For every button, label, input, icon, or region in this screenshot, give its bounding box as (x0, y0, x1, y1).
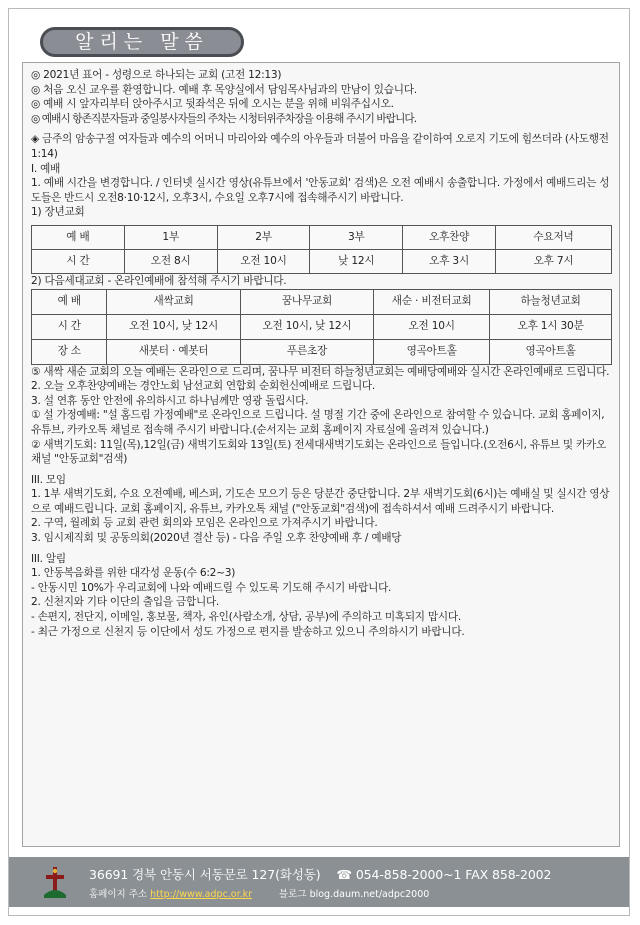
adult-church-heading: 1) 장년교회 (31, 206, 85, 219)
table-cell: 새싹교회 (107, 289, 240, 314)
table-cell: 오후 7시 (495, 249, 611, 273)
table-cell: 1부 (124, 225, 217, 249)
table-cell: 오후찬양 (403, 225, 496, 249)
table-row (32, 289, 612, 314)
table-cell: 오후 1시 30분 (490, 314, 612, 339)
seating-line: ◎ 예배 시 앞자리부터 앉아주시고 뒷좌석은 뒤에 오시는 분을 위해 비워주십시오. (31, 98, 394, 111)
table-cell: 2부 (217, 225, 310, 249)
table-cell: 예 배 (32, 289, 107, 314)
table-cell: 오전 10시, 낮 12시 (107, 314, 240, 339)
parking-line: ◎ 예배시 항존직분자들과 중일봉사자들의 주차는 시청터위주차장을 이용해 주시기 바랍니다. (31, 112, 417, 125)
dawn-prayer-note: ② 새벽기도회: 11일(목),12일(금) 새벽기도회와 13일(토) 전세대새벽기도회는 온라인으로 들입니다.(오전6시, 유튜브 및 카카오채널 "안동교회"검색) (31, 438, 606, 466)
table-row (32, 225, 612, 249)
news-heading: III. 알림 (31, 552, 66, 565)
blog-label: 블로그 (279, 889, 307, 900)
blog-line (279, 886, 429, 900)
news-item: - 안동시민 10%가 우리교회에 나와 예배드릴 수 있도록 기도해 주시기 바랍니다. (31, 581, 392, 594)
holiday-note: 3. 설 연휴 동안 안전에 유의하시고 하나님께만 영광 돌립시다. (31, 394, 309, 407)
news-item: - 손편지, 전단지, 이메일, 홍보물, 책자, 유인(사람소개, 상담, 공부)에 주의하고 미혹되지 맙시다. (31, 611, 461, 624)
table-cell: 오전 10시 (217, 249, 310, 273)
announcement-box (22, 62, 620, 847)
table-cell: 장 소 (32, 339, 107, 364)
table-cell: 시 간 (32, 314, 107, 339)
table-cell: 꿈나무교회 (240, 289, 373, 314)
homepage-line (89, 886, 252, 900)
table-cell: 낮 12시 (310, 249, 403, 273)
table-cell: 새봇터 · 예봇터 (107, 339, 240, 364)
table-cell: 푸른초장 (240, 339, 373, 364)
worship-heading: I. 예배 (31, 162, 61, 175)
table-cell: 수요저녁 (495, 225, 611, 249)
next-gen-schedule-table (31, 289, 612, 365)
online-worship-note: ⑤ 새싹 새순 교회의 오늘 예배는 온라인으로 드리며, 꿈나무 비전터 하늘청년교회는 예배당예배와 실시간 온라인예배로 드립니다. (31, 365, 610, 378)
table-cell: 영곡아트홀 (490, 339, 612, 364)
table-cell: 시 간 (32, 249, 125, 273)
adult-schedule-table (31, 225, 612, 274)
page-title: 알리는 말씀 (40, 27, 244, 57)
worship-notice: 1. 예배 시간을 변경합니다. / 인터넷 실시간 영상(유튜브에서 '안동교회' 검색)은 오전 예배시 송출합니다. 가정에서 예배드리는 성도들은 반드시 오전8·10·12시, 오후3시, 수요일 오후7시에 접속해주시기 바랍니다. (31, 177, 610, 204)
church-logo-icon (42, 865, 68, 899)
memory-verse: ◈ 금주의 암송구절 여자들과 예수의 어머니 마리아와 예수의 아우들과 더불어 마음을 같이하여 오로지 기도에 힘쓰더라 (사도행전 1:14) (31, 133, 609, 160)
family-worship-note: ① 설 가정예배: "설 홈드림 가정예배"로 온라인으로 드립니다. 설 명절 기간 중에 온라인으로 참여할 수 있습니다. 교회 홈페이지, 유튜브, 카카오톡 채널로 접속해 주시기 바랍니다.(순서지는 교회 홈페이지 자료실에 올려져 있습니다.) (31, 409, 605, 436)
footer-bar (9, 857, 629, 907)
meeting-item: 1. 1부 새벽기도회, 수요 오전예배, 베스퍼, 기도손 모으기 등은 당분간 중단합니다. 2부 새벽기도회(6시)는 예배실 및 실시간 영상으로 예배드립니다. 교회 홈페이지, 유튜브, 카카오톡 채널 ("안동교회"검색)에 접속하셔서 예배 드려주시기 바랍니다. (31, 488, 610, 515)
table-cell: 3부 (310, 225, 403, 249)
table-cell: 오후 3시 (403, 249, 496, 273)
blog-url: blog.daum.net/adpc2000 (309, 889, 430, 900)
meeting-heading: III. 모임 (31, 473, 66, 486)
meeting-item: 2. 구역, 월례회 등 교회 관련 회의와 모임은 온라인으로 가져주시기 바랍니다. (31, 517, 378, 530)
meeting-item: 3. 임시제직회 및 공동의회(2020년 결산 등) - 다음 주일 오후 찬양예배 후 / 예배당 (31, 532, 402, 545)
table-row (32, 314, 612, 339)
homepage-link[interactable]: http://www.adpc.or.kr (150, 889, 253, 900)
table-cell: 오전 10시 (374, 314, 490, 339)
address-text: 36691 경북 안동시 서동문로 127(화성동) (89, 867, 321, 882)
table-cell: 오전 8시 (124, 249, 217, 273)
church-address (89, 865, 551, 883)
welcome-line: ◎ 처음 오신 교우를 환영합니다. 예배 후 목양실에서 담임목사님과의 만남이 있습니다. (31, 83, 417, 96)
table-cell: 오전 10시, 낮 12시 (240, 314, 373, 339)
table-cell: 예 배 (32, 225, 125, 249)
table-row (32, 339, 612, 364)
motto-line: ◎ 2021년 표어 - 성령으로 하나되는 교회 (고전 12:13) (31, 69, 282, 81)
table-cell: 새순 · 비전터교회 (374, 289, 490, 314)
afternoon-worship-note: 2. 오늘 오후찬양예배는 경안노회 남선교회 연합회 순회헌신예배로 드립니다. (31, 380, 376, 393)
table-cell: 하늘청년교회 (490, 289, 612, 314)
news-item: - 최근 가정으로 신천지 등 이단에서 성도 가정으로 편지를 발송하고 있으니 주의하시기 바랍니다. (31, 625, 465, 638)
news-item: 2. 신천지와 기타 이단의 출입을 금합니다. (31, 596, 220, 609)
homepage-label: 홈페이지 주소 (89, 889, 148, 900)
table-cell: 영곡아트홀 (374, 339, 490, 364)
phone-icon: ☎ (336, 867, 352, 882)
table-row (32, 249, 612, 273)
news-item: 1. 안동복음화를 위한 대각성 운동(수 6:2~3) (31, 567, 236, 580)
phone-text: 054-858-2000~1 FAX 858-2002 (355, 867, 552, 882)
next-gen-heading: 2) 다음세대교회 - 온라인예배에 참석해 주시기 바랍니다. (31, 274, 287, 287)
